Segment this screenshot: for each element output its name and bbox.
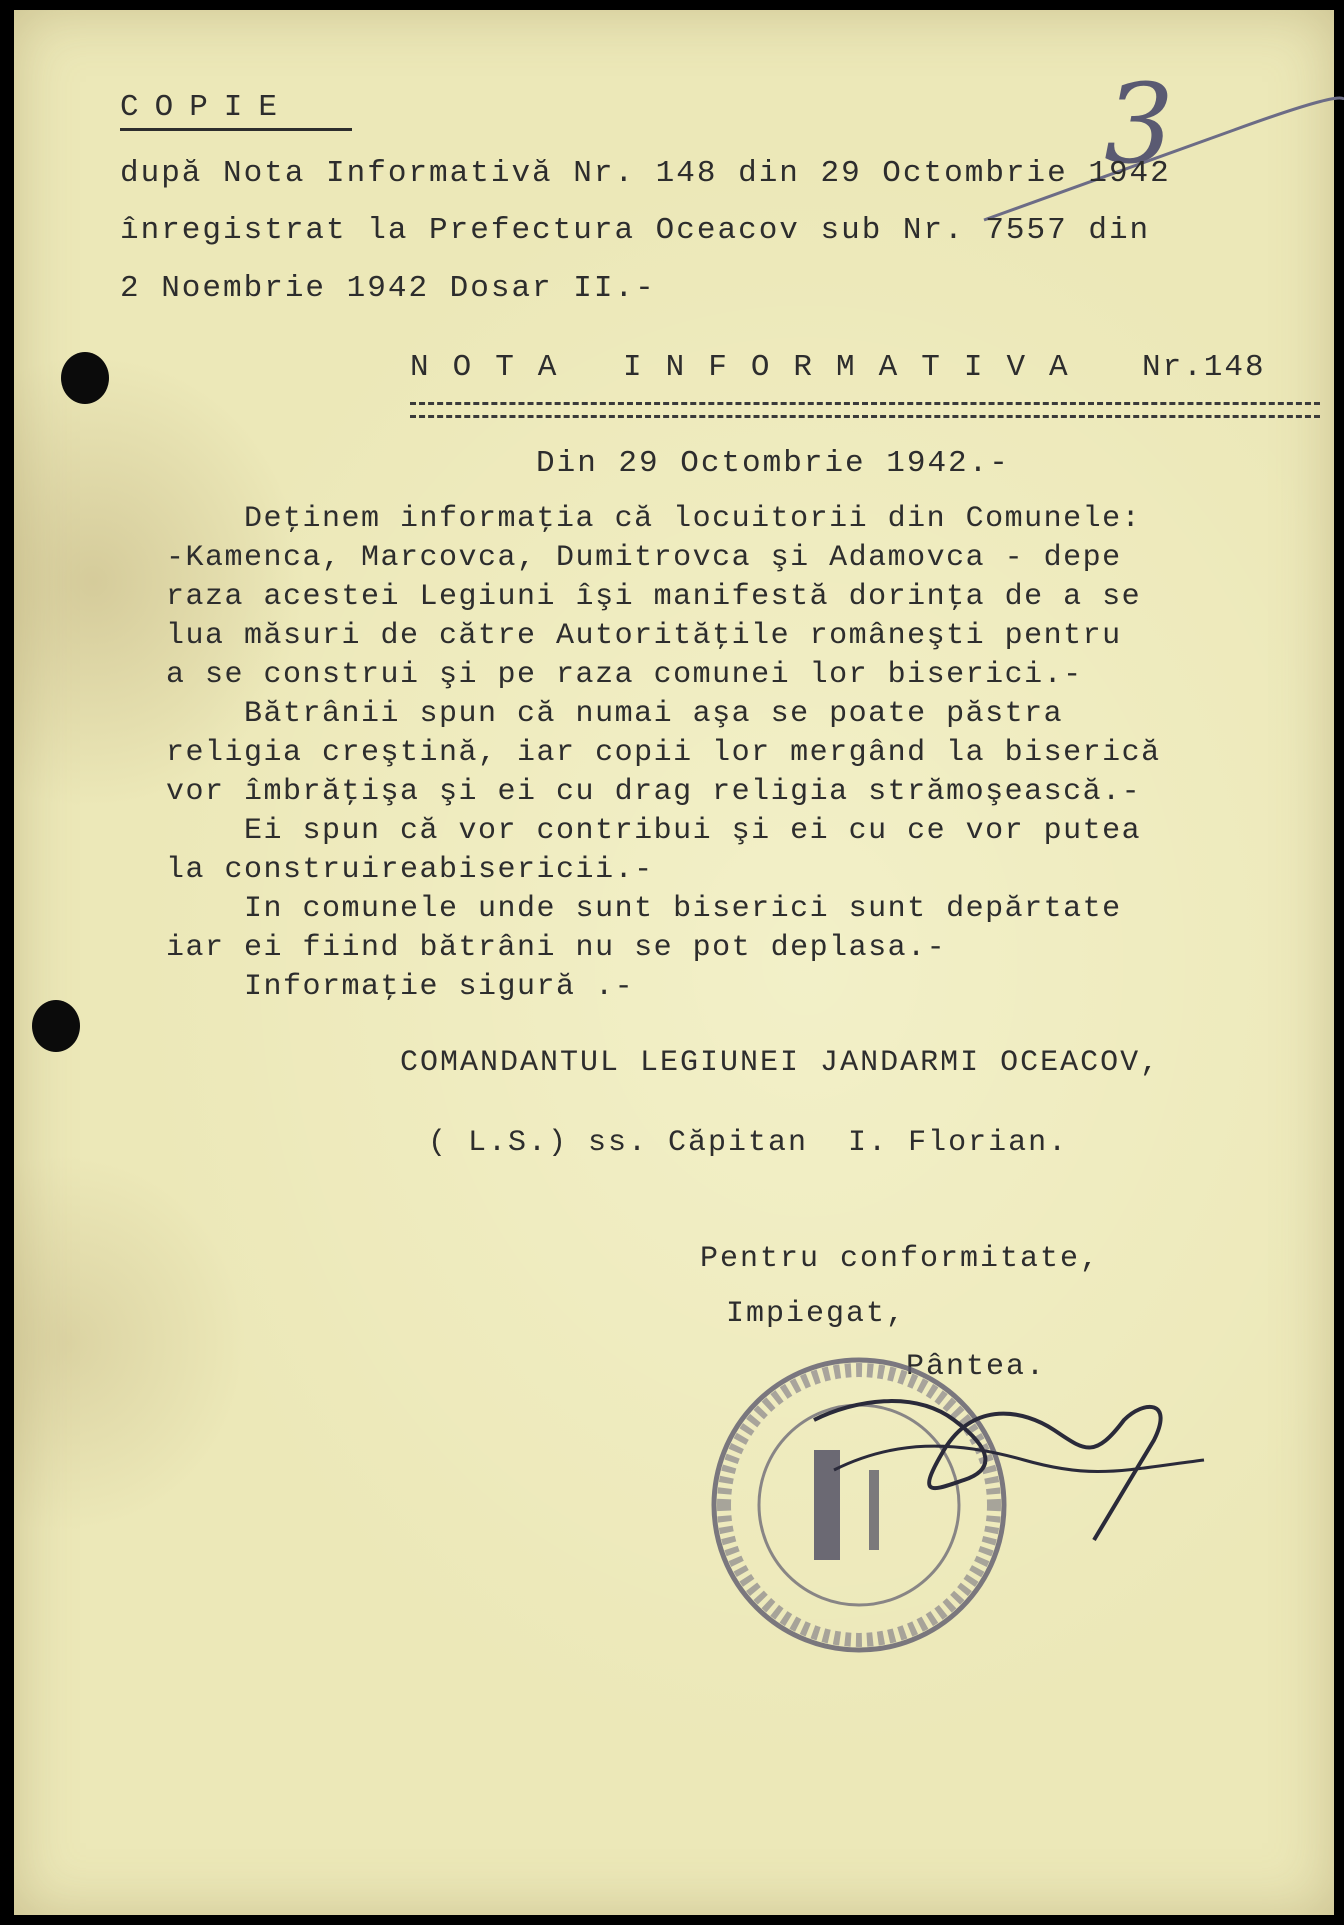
title-double-rule: [410, 402, 1320, 418]
date-line: Din 29 Octombrie 1942.-: [536, 446, 1010, 481]
handwritten-signature: [794, 1380, 1214, 1560]
body-line: lua măsuri de către Autorităţile româneşti pentru: [166, 619, 1122, 653]
signed-by: ( L.S.) ss. Căpitan I. Florian.: [428, 1126, 1069, 1160]
commander-title: COMANDANTUL LEGIUNEI JANDARMI OCEACOV,: [400, 1046, 1161, 1080]
body-line: -Kamenca, Marcovca, Dumitrovca şi Adamovca - depe: [166, 541, 1122, 575]
punch-hole-bottom: [32, 1000, 80, 1052]
body-line: In comunele unde sunt biserici sunt depărtate: [166, 892, 1122, 926]
certification-line-1: Pentru conformitate,: [700, 1242, 1101, 1276]
body-line: la construireabisericii.-: [166, 853, 654, 887]
header-line-2: înregistrat la Prefectura Oceacov sub Nr. 7557 din: [120, 213, 1151, 248]
punch-hole-top: [61, 352, 109, 404]
copie-underline: [120, 128, 352, 131]
document-page: [14, 10, 1334, 1915]
header-line-1: după Nota Informativă Nr. 148 din 29 Octombrie 1942: [120, 156, 1171, 191]
body-line: raza acestei Legiuni îşi manifestă dorinţa de a se: [166, 580, 1142, 614]
body-line: Bătrânii spun că numai aşa se poate păstra: [166, 697, 1064, 731]
document-number: Nr.148: [1142, 350, 1266, 385]
body-line: a se construi şi pe raza comunei lor biserici.-: [166, 658, 1083, 692]
body-line: iar ei fiind bătrâni nu se pot deplasa.-: [166, 931, 947, 965]
page-number: 3: [1104, 60, 1174, 188]
certification-line-3: Pântea.: [906, 1350, 1047, 1384]
certification-line-2: Impiegat,: [726, 1297, 907, 1331]
body-line: Ei spun că vor contribui şi ei cu ce vor putea: [166, 814, 1142, 848]
body-line: Informaţie sigură .-: [166, 970, 635, 1004]
body-line: vor îmbrăţişa şi ei cu drag religia strămoşească.-: [166, 775, 1142, 809]
document-title: NOTA INFORMATIVA: [410, 350, 1092, 385]
header-line-3: 2 Noembrie 1942 Dosar II.-: [120, 271, 656, 306]
body-line: religia creştină, iar copii lor mergând la biserică: [166, 736, 1161, 770]
copie-heading: COPIE: [120, 90, 294, 125]
body-line: Deţinem informaţia că locuitorii din Comunele:: [166, 502, 1142, 536]
